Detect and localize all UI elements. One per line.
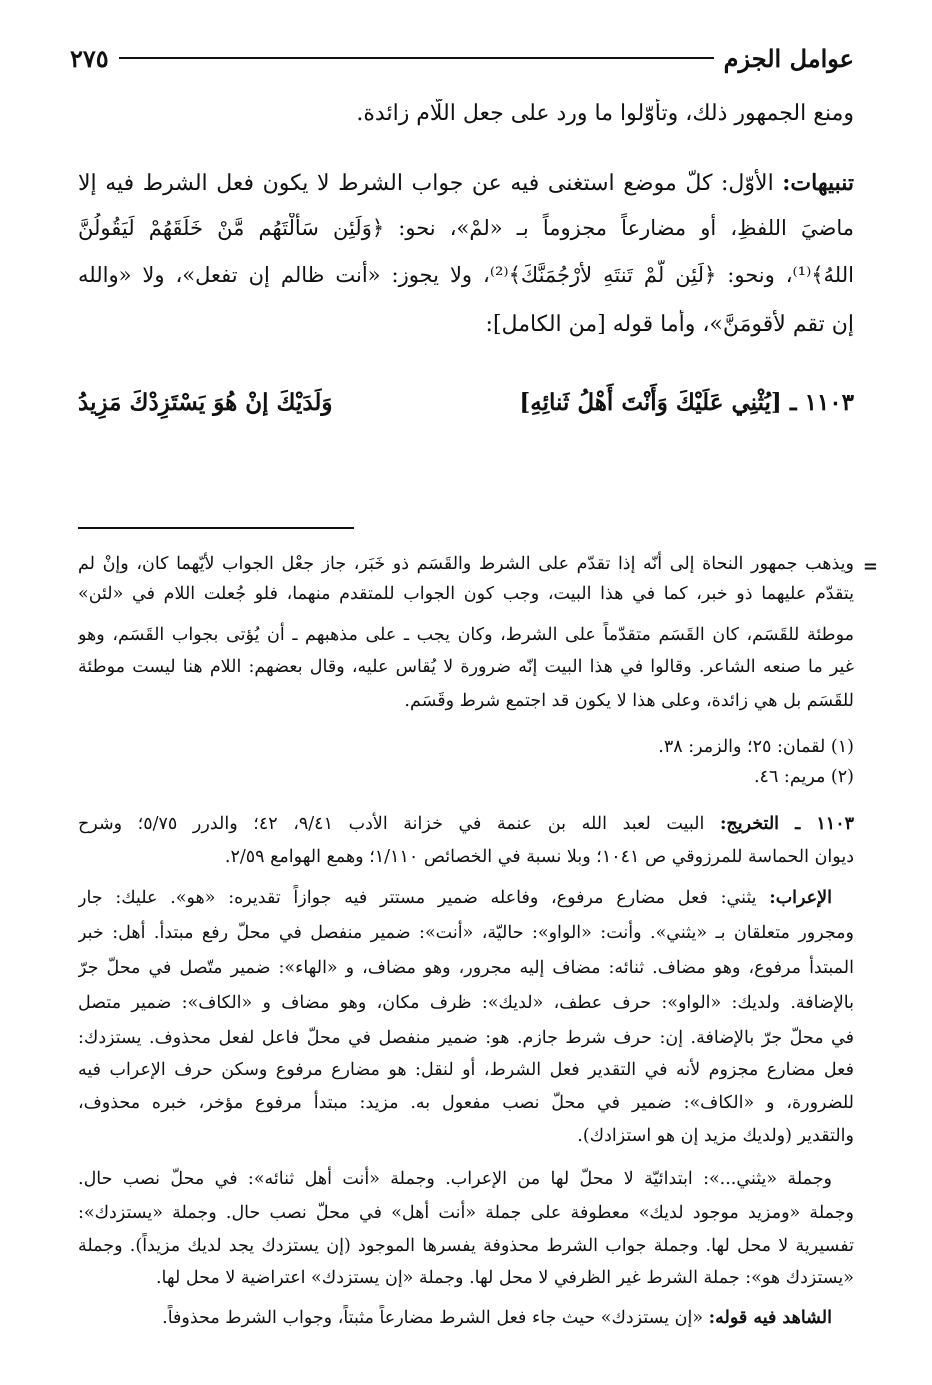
footnote-cont-line: يتقدّم عليهما ذو خبر، كما في هذا البيت، وجب كون الجواب للمتقدم منهما، فلو جُعلت اللام في «لئن»	[78, 584, 854, 604]
irab-line: ومجرور متعلقان بـ «يثني». وأنت: «الواو»: حاليّة، «أنت»: ضمير منفصل في محلّ رفع مبتدأ. أهل: خبر	[78, 923, 854, 943]
poetry-verse	[78, 382, 854, 422]
irab-line: فعل مضارع مجزوم لأنه في التقدير فعل الشرط، أو لنقل: هو مضارع مرفوع وسكن حرف الإعراب فيه	[78, 1060, 854, 1080]
header-rule	[119, 57, 714, 59]
irab-line: والتقدير (ولديك مزيد إن هو استزادك).	[577, 1126, 854, 1146]
jumal-line: وجملة «يثني...»: ابتدائيّة لا محلّ لها من الإعراب. وجملة «أنت أهل ثنائه»: في محلّ نصب حال.	[78, 1169, 832, 1189]
footnote-cont-line: ويذهب جمهور النحاة إلى أنّه إذا تقدّم على الشرط والقَسَم ذو خَبَر، جاز جعْل الجواب لأيّهما كان، وإنْ لم	[78, 554, 854, 574]
shahid-label: الشاهد فيه قوله:	[708, 1308, 832, 1328]
shahid-line	[78, 1305, 854, 1335]
chapter-title: عوامل الجزم	[723, 43, 854, 73]
irab-label: الإعراب:	[769, 888, 832, 908]
irab-line: بالإضافة. ولديك: «الواو»: حرف عطف، «لديك»: ظرف مكان، وهو مضاف و «الكاف»: ضمير متصل	[78, 993, 854, 1013]
jumal-line: «يستزدك هو»: جملة الشرط غير الظرفي لا محل لها. وجملة «إن يستزدك» اعتراضية لا محل لها.	[155, 1268, 854, 1288]
tanbihat-text-1: الأوّل: كلّ موضع استغنى فيه عن جواب الشرط لا يكون فعل الشرط فيه إلا	[78, 171, 774, 196]
takhrij-line-2: ديوان الحماسة للمرزوقي ص ١٠٤١؛ وبلا نسبة في الخصائص ١/١١٠؛ وهمع الهوامع ٢/٥٩.	[224, 847, 854, 867]
takhrij-label: ١١٠٣ ـ التخريج:	[719, 814, 854, 834]
irab-line: في محلّ جرّ بالإضافة. إن: حرف شرط جازم. هو: ضمير منفصل في محلّ فاعل لفعل محذوف. يستزدك:	[78, 1028, 854, 1048]
page-number: ٢٧٥	[70, 43, 109, 73]
footnote-cont-line: غير ما صنعه الشاعر. وقالوا في هذا البيت إنّه ضرورة لا يُقاس عليه، وقال بعضهم: اللام هنا ليست موطئة	[78, 657, 854, 677]
jumal-line: تفسيرية لا محل لها. وجملة جواب الشرط محذوفة يفسرها الموجود (إن يستزدك يجد لديك مزيداً). وجملة	[78, 1236, 854, 1256]
irab-line: للضرورة، و «الكاف»: ضمير في محلّ نصب مفعول به. مزيد: مبتدأ مرفوع مؤخر، خبره محذوف،	[78, 1093, 854, 1113]
takhrij-line-1	[78, 811, 854, 841]
takhrij-text-1: البيت لعبد الله بن عنمة في خزانة الأدب ٩/٤١، ٤٢؛ والدرر ٥/٧٥؛ وشرح	[78, 814, 705, 834]
irab-line	[78, 885, 854, 915]
irab-text-1: يثني: فعل مضارع مرفوع، وفاعله ضمير مستتر فيه جوازاً تقديره: «هو». عليك: جار	[78, 888, 757, 908]
main-paragraph-1: ومنع الجمهور ذلك، وتأوّلوا ما ورد على جعل اللّام زائدة.	[356, 101, 854, 126]
footnote-cont-line: للقَسَم بل هي زائدة، وعلى هذا لا يكون قد اجتمع شرط وقَسَم.	[404, 691, 854, 711]
footnote-2: (٢) مريم: ٤٦.	[753, 767, 854, 787]
continuation-mark: =	[862, 556, 878, 577]
tanbihat-line-2: ماضيَ اللفظِ، أو مضارعاً مجزوماً بـ «لمْ»، نحو: ﴿وَلَئِن سَأَلْتَهُم مَّنْ خَلَقَهُمْ لَيَقُولُنَّ	[78, 216, 854, 240]
tanbihat-label: تنبيهات:	[782, 170, 854, 196]
footnote-separator	[78, 527, 354, 529]
shahid-text: «إن يستزدك» حيث جاء فعل الشرط مضارعاً مثبتاً، وجواب الشرط محذوفاً.	[162, 1308, 704, 1328]
verse-first-hemistich: ١١٠٣ ـ [يُثْنِي عَلَيْكَ وَأَنْتَ أَهْلُ ثَنائِهِ]	[519, 388, 854, 416]
tanbihat-line-4: إن تقم لأقومَنَّ»، وأما قوله [من الكامل]:	[485, 312, 854, 337]
tanbihat-line-1	[78, 168, 854, 202]
verse-second-hemistich: وَلَدَيْكَ إنْ هُوَ يَسْتَزِدْكَ مَزِيدُ	[78, 388, 333, 416]
jumal-line: وجملة «ومزيد موجود لديك» معطوفة على جملة «أنت أهل» في محلّ نصب حال. وجملة «يستزدك»:	[78, 1203, 854, 1223]
page-header	[70, 38, 854, 78]
tanbihat-line-3: اللهُ﴾⁽¹⁾، ونحو: ﴿لَئِن لَّمْ تَنتَهِ لأرْجُمَنَّكَ﴾⁽²⁾، ولا يجوز: «أنت ظالم إن تفعل»، ولا «والله	[78, 263, 854, 287]
footnote-1: (١) لقمان: ٢٥؛ والزمر: ٣٨.	[658, 737, 854, 757]
footnote-cont-line: موطئة للقَسَم، كان القَسَم متقدّماً على الشرط، وكان يجب ـ على مذهبهم ـ أن يُؤتى بجواب القَسَم، وهو	[78, 625, 854, 645]
irab-line: المبتدأ مرفوع، وهو مضاف. ثنائه: مضاف إليه مجرور، وهو مضاف، و «الهاء»: ضمير متّصل في محلّ جرّ	[78, 958, 854, 978]
